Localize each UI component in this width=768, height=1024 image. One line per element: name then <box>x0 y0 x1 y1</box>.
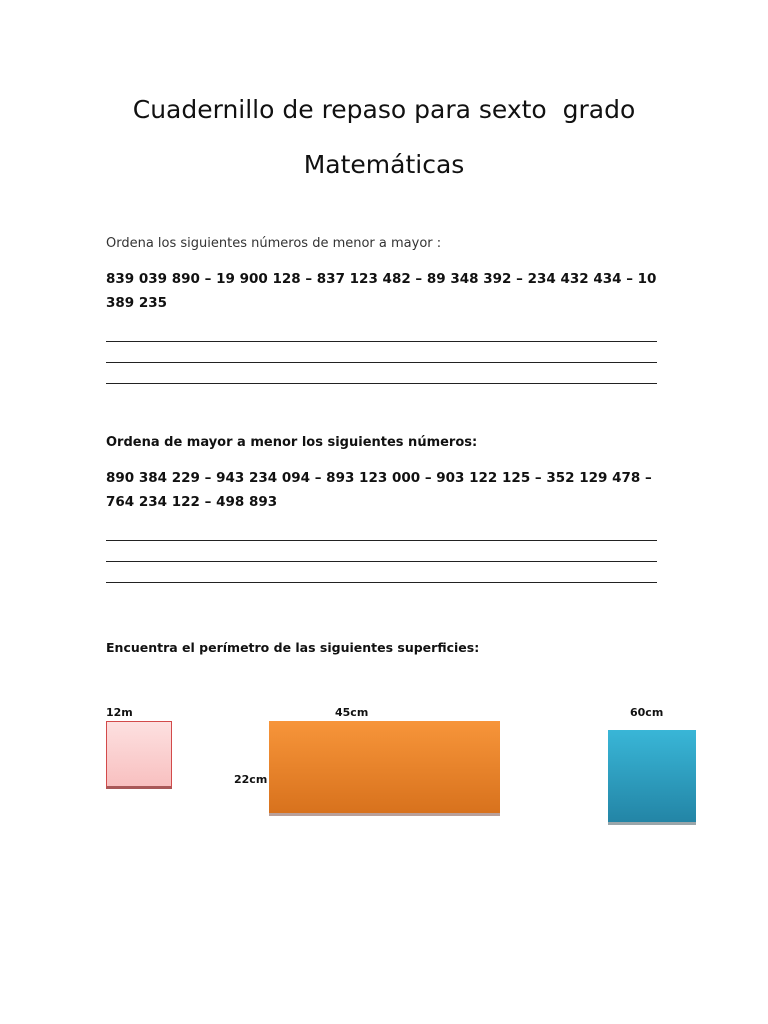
answer-line <box>106 561 657 562</box>
number-list-descending <box>106 466 666 514</box>
answer-line <box>106 362 657 363</box>
number-list-line-1: 839 039 890 – 19 900 128 – 837 123 482 – 89 348 392 – 234 432 434 – 10 <box>106 271 657 287</box>
orange-rectangle-shape <box>269 721 500 816</box>
answer-line <box>106 383 657 384</box>
number-list-line-2: 389 235 <box>106 295 168 311</box>
shape-label-60cm: 60cm <box>630 706 664 719</box>
shape-label-45cm: 45cm <box>335 706 369 719</box>
number-list-line-2: 764 234 122 – 498 893 <box>106 494 278 510</box>
answer-line <box>106 582 657 583</box>
instruction-ascending: Ordena los siguientes números de menor a mayor : <box>106 236 442 251</box>
document-title: Cuadernillo de repaso para sexto grado <box>132 95 636 124</box>
answer-line <box>106 540 657 541</box>
answer-line <box>106 341 657 342</box>
shape-label-12m: 12m <box>106 706 133 719</box>
blue-square-shape <box>608 730 696 825</box>
number-list-line-1: 890 384 229 – 943 234 094 – 893 123 000 – 903 122 125 – 352 129 478 – <box>106 470 652 486</box>
pink-square-shape <box>106 721 172 789</box>
shape-label-22cm: 22cm <box>234 773 268 786</box>
instruction-perimeter: Encuentra el perímetro de las siguientes superficies: <box>106 640 480 655</box>
document-subtitle: Matemáticas <box>303 150 465 179</box>
instruction-descending: Ordena de mayor a menor los siguientes números: <box>106 435 478 450</box>
number-list-ascending <box>106 267 666 315</box>
